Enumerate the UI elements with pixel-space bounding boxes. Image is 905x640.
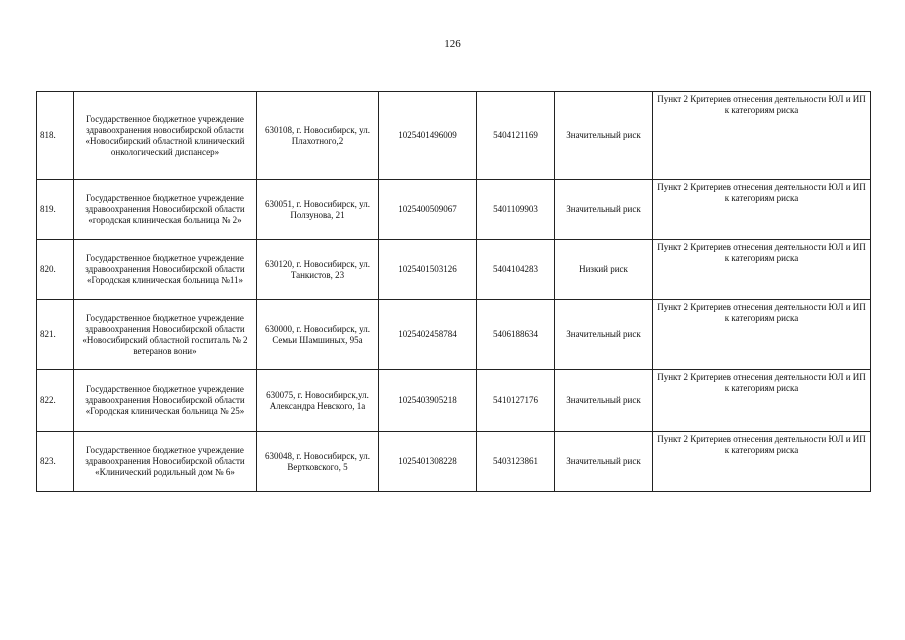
risk-criteria: Пункт 2 Критериев отнесения деятельности ЮЛ и ИП к категориям риска [653, 432, 871, 492]
ogrn-value: 1025401308228 [379, 432, 477, 492]
organization-address: 630048, г. Новосибирск, ул. Вертковского, 5 [257, 432, 379, 492]
organization-name: Государственное бюджетное учреждение здравоохранения Новосибирской области «Городская клиническая больница № 25» [74, 370, 257, 432]
organization-name: Государственное бюджетное учреждение здравоохранения Новосибирской области «Городская клиническая больница №11» [74, 240, 257, 300]
ogrn-value: 1025400509067 [379, 180, 477, 240]
inn-value: 5410127176 [477, 370, 555, 432]
row-number: 821. [37, 300, 74, 370]
risk-registry-table [36, 91, 871, 492]
risk-category: Значительный риск [555, 300, 653, 370]
ogrn-value: 1025401503126 [379, 240, 477, 300]
organization-name: Государственное бюджетное учреждение здравоохранения Новосибирской области «городская клиническая больница № 2» [74, 180, 257, 240]
organization-address: 630108, г. Новосибирск, ул. Плахотного,2 [257, 92, 379, 180]
ogrn-value: 1025401496009 [379, 92, 477, 180]
risk-category: Значительный риск [555, 92, 653, 180]
inn-value: 5404121169 [477, 92, 555, 180]
inn-value: 5404104283 [477, 240, 555, 300]
page-number: 126 [444, 38, 461, 50]
row-number: 823. [37, 432, 74, 492]
row-number: 822. [37, 370, 74, 432]
row-number: 819. [37, 180, 74, 240]
organization-name: Государственное бюджетное учреждение здравоохранения Новосибирской области «Новосибирский областной госпиталь № 2 ветеранов вони» [74, 300, 257, 370]
organization-address: 630000, г. Новосибирск, ул. Семьи Шамшиных, 95а [257, 300, 379, 370]
table-row [37, 180, 871, 240]
risk-criteria: Пункт 2 Критериев отнесения деятельности ЮЛ и ИП к категориям риска [653, 92, 871, 180]
risk-criteria: Пункт 2 Критериев отнесения деятельности ЮЛ и ИП к категориям риска [653, 300, 871, 370]
risk-criteria: Пункт 2 Критериев отнесения деятельности ЮЛ и ИП к категориям риска [653, 180, 871, 240]
row-number: 818. [37, 92, 74, 180]
risk-category: Значительный риск [555, 432, 653, 492]
inn-value: 5403123861 [477, 432, 555, 492]
inn-value: 5401109903 [477, 180, 555, 240]
organization-address: 630075, г. Новосибирск,ул. Александра Невского, 1а [257, 370, 379, 432]
table-row [37, 300, 871, 370]
table-row [37, 370, 871, 432]
table-row [37, 240, 871, 300]
table-row [37, 432, 871, 492]
risk-category: Значительный риск [555, 180, 653, 240]
risk-category: Значительный риск [555, 370, 653, 432]
organization-address: 630120, г. Новосибирск, ул. Танкистов, 23 [257, 240, 379, 300]
table-row [37, 92, 871, 180]
ogrn-value: 1025402458784 [379, 300, 477, 370]
organization-name: Государственное бюджетное учреждение здравоохранения новосибирской области «Новосибирский областной клинический онкологический диспансер» [74, 92, 257, 180]
ogrn-value: 1025403905218 [379, 370, 477, 432]
risk-criteria: Пункт 2 Критериев отнесения деятельности ЮЛ и ИП к категориям риска [653, 240, 871, 300]
risk-category: Низкий риск [555, 240, 653, 300]
organization-address: 630051, г. Новосибирск, ул. Ползунова, 21 [257, 180, 379, 240]
organization-name: Государственное бюджетное учреждение здравоохранения Новосибирской области «Клинический родильный дом № 6» [74, 432, 257, 492]
row-number: 820. [37, 240, 74, 300]
risk-criteria: Пункт 2 Критериев отнесения деятельности ЮЛ и ИП к категориям риска [653, 370, 871, 432]
inn-value: 5406188634 [477, 300, 555, 370]
